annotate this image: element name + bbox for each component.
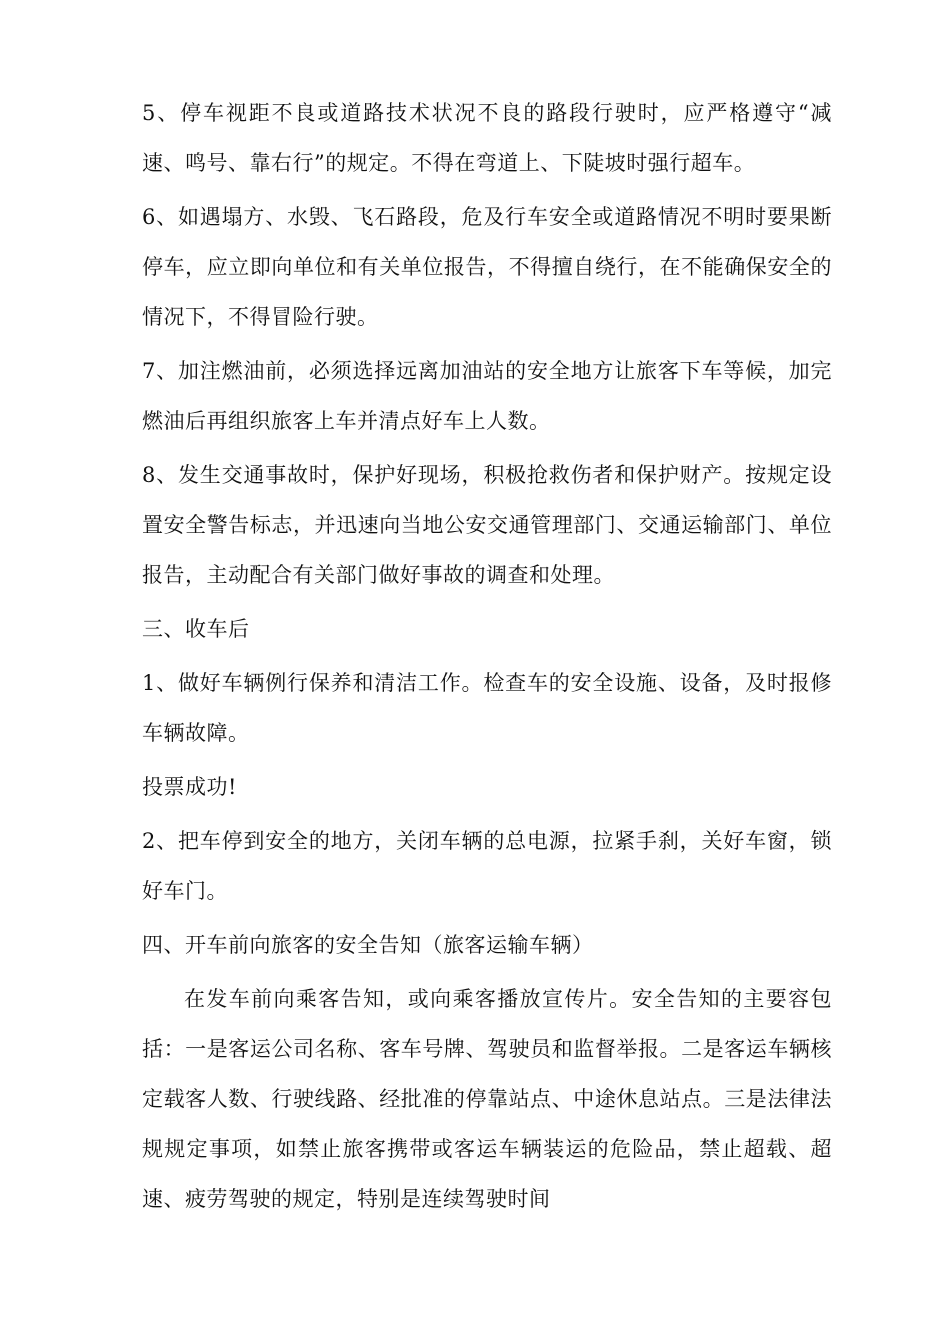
- vote-success-text: 投票成功!: [142, 775, 237, 799]
- paragraph-item-5: 5、停车视距不良或道路技术状况不良的路段行驶时，应严格遵守“减速、鸣号、靠右行”的规定。不得在弯道上、下陡坡时强行超车。: [142, 101, 832, 175]
- paragraph-item-8: 8、发生交通事故时，保护好现场，积极抢救伤者和保护财产。按规定设置安全警告标志，并迅速向当地公安交通管理部门、交通运输部门、单位报告，主动配合有关部门做好事故的调查和处理。: [142, 463, 832, 587]
- document-page: [142, 88, 832, 1224]
- paragraph-item-6: 6、如遇塌方、水毁、飞石路段，危及行车安全或道路情况不明时要果断停车，应立即向单位和有关单位报告，不得擅自绕行，在不能确保安全的情况下，不得冒险行驶。: [142, 205, 832, 329]
- paragraph-item-7: 7、加注燃油前，必须选择远离加油站的安全地方让旅客下车等候，加完燃油后再组织旅客上车并清点好车上人数。: [142, 359, 832, 433]
- section-heading-after-driving: 三、收车后: [142, 617, 250, 641]
- paragraph-item-2-after-driving: 2、把车停到安全的地方，关闭车辆的总电源，拉紧手刹，关好车窗，锁好车门。: [142, 829, 832, 903]
- safety-notice-body: 在发车前向乘客告知，或向乘客播放宣传片。安全告知的主要容包括：一是客运公司名称、客车号牌、驾驶员和监督举报。二是客运车辆核定载客人数、行驶线路、经批准的停靠站点、中途休息站点。三是法律法规规定事项，如禁止旅客携带或客运车辆装运的危险品，禁止超载、超速、疲劳驾驶的规定，特别是连续驾驶时间: [142, 987, 832, 1211]
- section-heading-safety-notice: 四、开车前向旅客的安全告知（旅客运输车辆）: [142, 933, 594, 957]
- paragraph-item-1-after-driving: 1、做好车辆例行保养和清洁工作。检查车的安全设施、设备，及时报修车辆故障。: [142, 671, 832, 745]
